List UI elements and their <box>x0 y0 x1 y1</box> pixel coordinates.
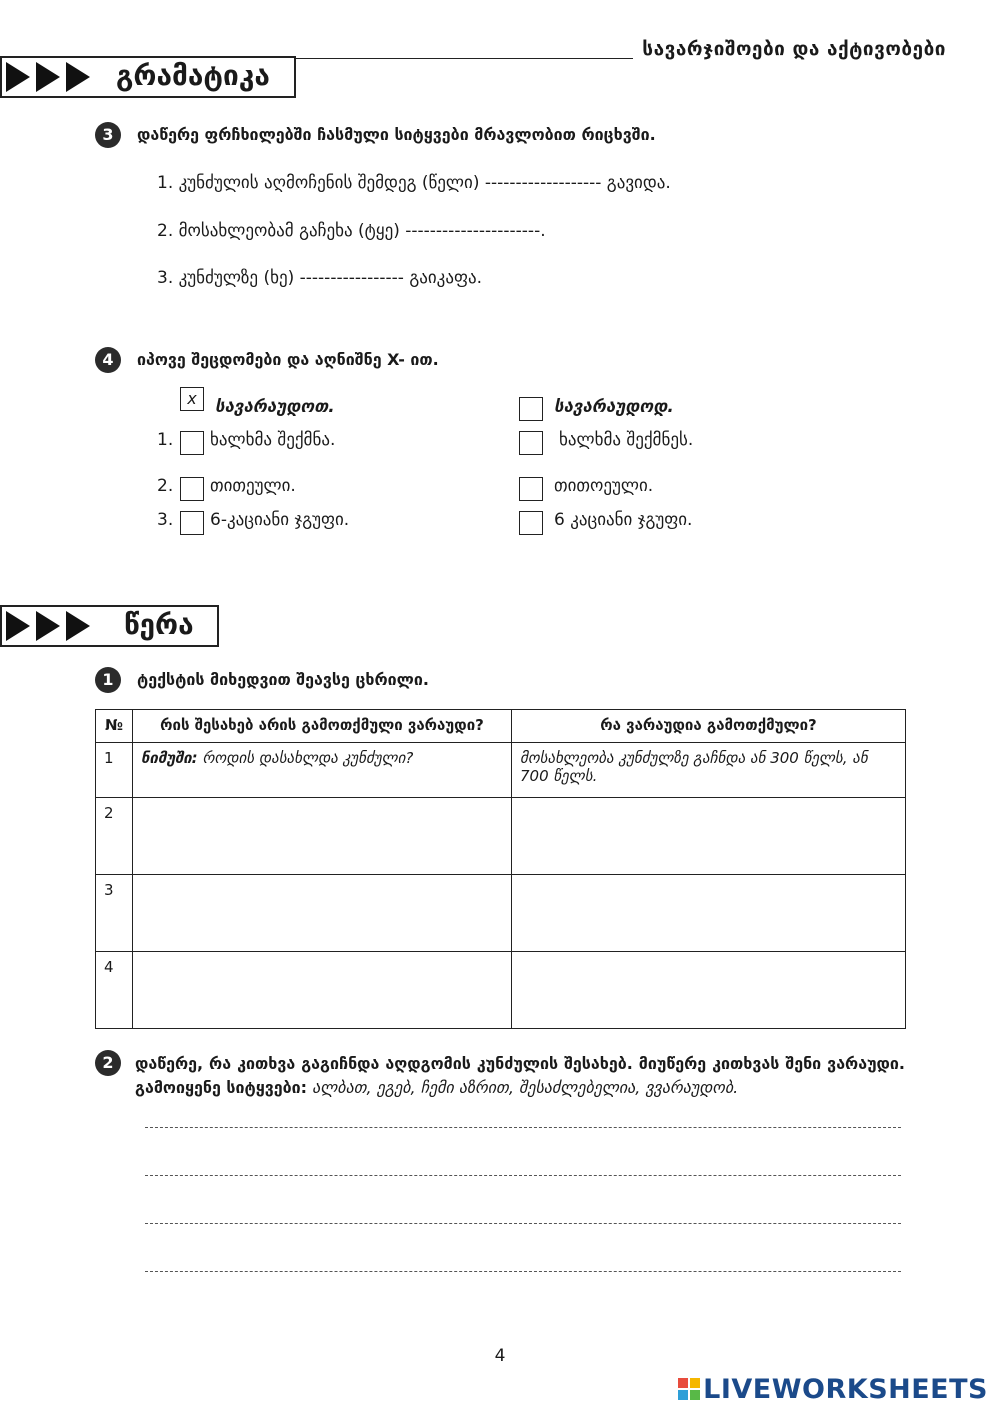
answer-line[interactable] <box>145 1271 901 1272</box>
example-checkbox-right[interactable] <box>519 397 543 421</box>
table-cell-answer[interactable] <box>512 798 906 875</box>
table-row <box>96 875 906 952</box>
liveworksheets-brand[interactable]: LIVEWORKSHEETS <box>703 1374 988 1405</box>
table-header-row <box>96 710 906 743</box>
task4-row1-left-checkbox[interactable] <box>180 431 204 455</box>
table-row <box>96 952 906 1029</box>
sample-label: ნიმუში: <box>141 749 198 767</box>
writing-task1-instruction: ტექსტის მიხედვით შეავსე ცხრილი. <box>137 670 429 689</box>
task4-row1-right-checkbox[interactable] <box>519 431 543 455</box>
task3-instruction: დაწერე ფრჩხილებში ჩასმული სიტყვები მრავლობით რიცხვში. <box>137 125 656 144</box>
table-cell-number: 3 <box>96 875 133 952</box>
table-header-subject: რის შესახებ არის გამოთქმული ვარაუდი? <box>133 710 512 743</box>
task4-row2-left-checkbox[interactable] <box>180 477 204 501</box>
assumptions-table <box>95 709 906 1029</box>
task4-instruction: იპოვე შეცდომები და აღნიშნე X- ით. <box>137 350 439 369</box>
task4-row3-left-checkbox[interactable] <box>180 511 204 535</box>
table-cell-answer[interactable] <box>512 875 906 952</box>
task-number-badge: 3 <box>95 122 121 148</box>
task-number-badge: 4 <box>95 347 121 373</box>
liveworksheets-logo-icon <box>678 1378 700 1400</box>
task3-item-1: 1. კუნძულის აღმოჩენის შემდეგ (წელი) ------------------- გავიდა. <box>157 173 671 193</box>
triple-arrow-icon <box>6 62 98 92</box>
table-cell-question[interactable] <box>133 952 512 1029</box>
page-number: 4 <box>494 1346 506 1366</box>
worksheet-header-title: სავარჯიშოები და აქტივობები <box>642 38 946 60</box>
task-number-badge: 2 <box>95 1050 121 1076</box>
task4-row2-right-checkbox[interactable] <box>519 477 543 501</box>
task4-row-number: 3. <box>157 510 174 530</box>
table-cell-answer[interactable]: მოსახლეობა კუნძულზე გაჩნდა ან 300 წელს, ან 700 წელს. <box>512 743 906 798</box>
table-cell-answer[interactable] <box>512 952 906 1029</box>
task4-row1-right-option: ხალხმა შექმნეს. <box>559 430 694 450</box>
triple-arrow-icon <box>6 611 98 641</box>
task4-row2-left-option: თითეული. <box>210 476 296 496</box>
writing-banner-label: წერა <box>124 608 194 641</box>
table-header-number: № <box>96 710 133 743</box>
answer-line[interactable] <box>145 1223 901 1224</box>
task4-row1-left-option: ხალხმა შექმნა. <box>210 430 336 450</box>
task-number-badge: 1 <box>95 667 121 693</box>
example-option-right: სავარაუდოდ. <box>554 397 674 417</box>
table-row <box>96 798 906 875</box>
task4-row3-right-option: 6 კაციანი ჯგუფი. <box>554 510 693 530</box>
grammar-section-banner <box>0 56 296 98</box>
table-cell-number: 4 <box>96 952 133 1029</box>
table-cell-number: 2 <box>96 798 133 875</box>
answer-line[interactable] <box>145 1175 901 1176</box>
task3-item-2: 2. მოსახლეობამ გაჩეხა (ტყე) ----------------------. <box>157 221 546 241</box>
task3-item-3: 3. კუნძულზე (ხე) ----------------- გაიკაფა. <box>157 268 483 288</box>
table-cell-question[interactable] <box>133 798 512 875</box>
writing-task2-instruction: დაწერე, რა კითხვა გაგიჩნდა აღდგომის კუნძულის შესახებ. მიუწერე კითხვას შენი ვარაუდი. გამოიყენე სიტყვები: <box>135 1054 905 1097</box>
example-checkbox-marked[interactable]: x <box>180 387 204 411</box>
grammar-banner-label: გრამატიკა <box>116 59 270 92</box>
writing-task2-instruction-block <box>135 1052 905 1100</box>
writing-section-banner <box>0 605 219 647</box>
table-cell-number: 1 <box>96 743 133 798</box>
table-cell-question[interactable] <box>133 875 512 952</box>
writing-task2-words: ალბათ, ეგებ, ჩემი აზრით, შესაძლებელია, ვვარაუდობ. <box>312 1078 739 1097</box>
answer-line[interactable] <box>145 1127 901 1128</box>
task4-row3-left-option: 6-კაციანი ჯგუფი. <box>210 510 350 530</box>
task4-row-number: 1. <box>157 430 174 450</box>
task4-row3-right-checkbox[interactable] <box>519 511 543 535</box>
table-header-assumption: რა ვარაუდია გამოთქმული? <box>512 710 906 743</box>
example-option-left: სავარაუდოთ. <box>215 397 335 417</box>
task4-row-number: 2. <box>157 476 174 496</box>
task4-row2-right-option: თითოეული. <box>554 476 654 496</box>
sample-question: როდის დასახლდა კუნძული? <box>202 749 414 767</box>
table-cell-question[interactable] <box>133 743 512 798</box>
table-row <box>96 743 906 798</box>
